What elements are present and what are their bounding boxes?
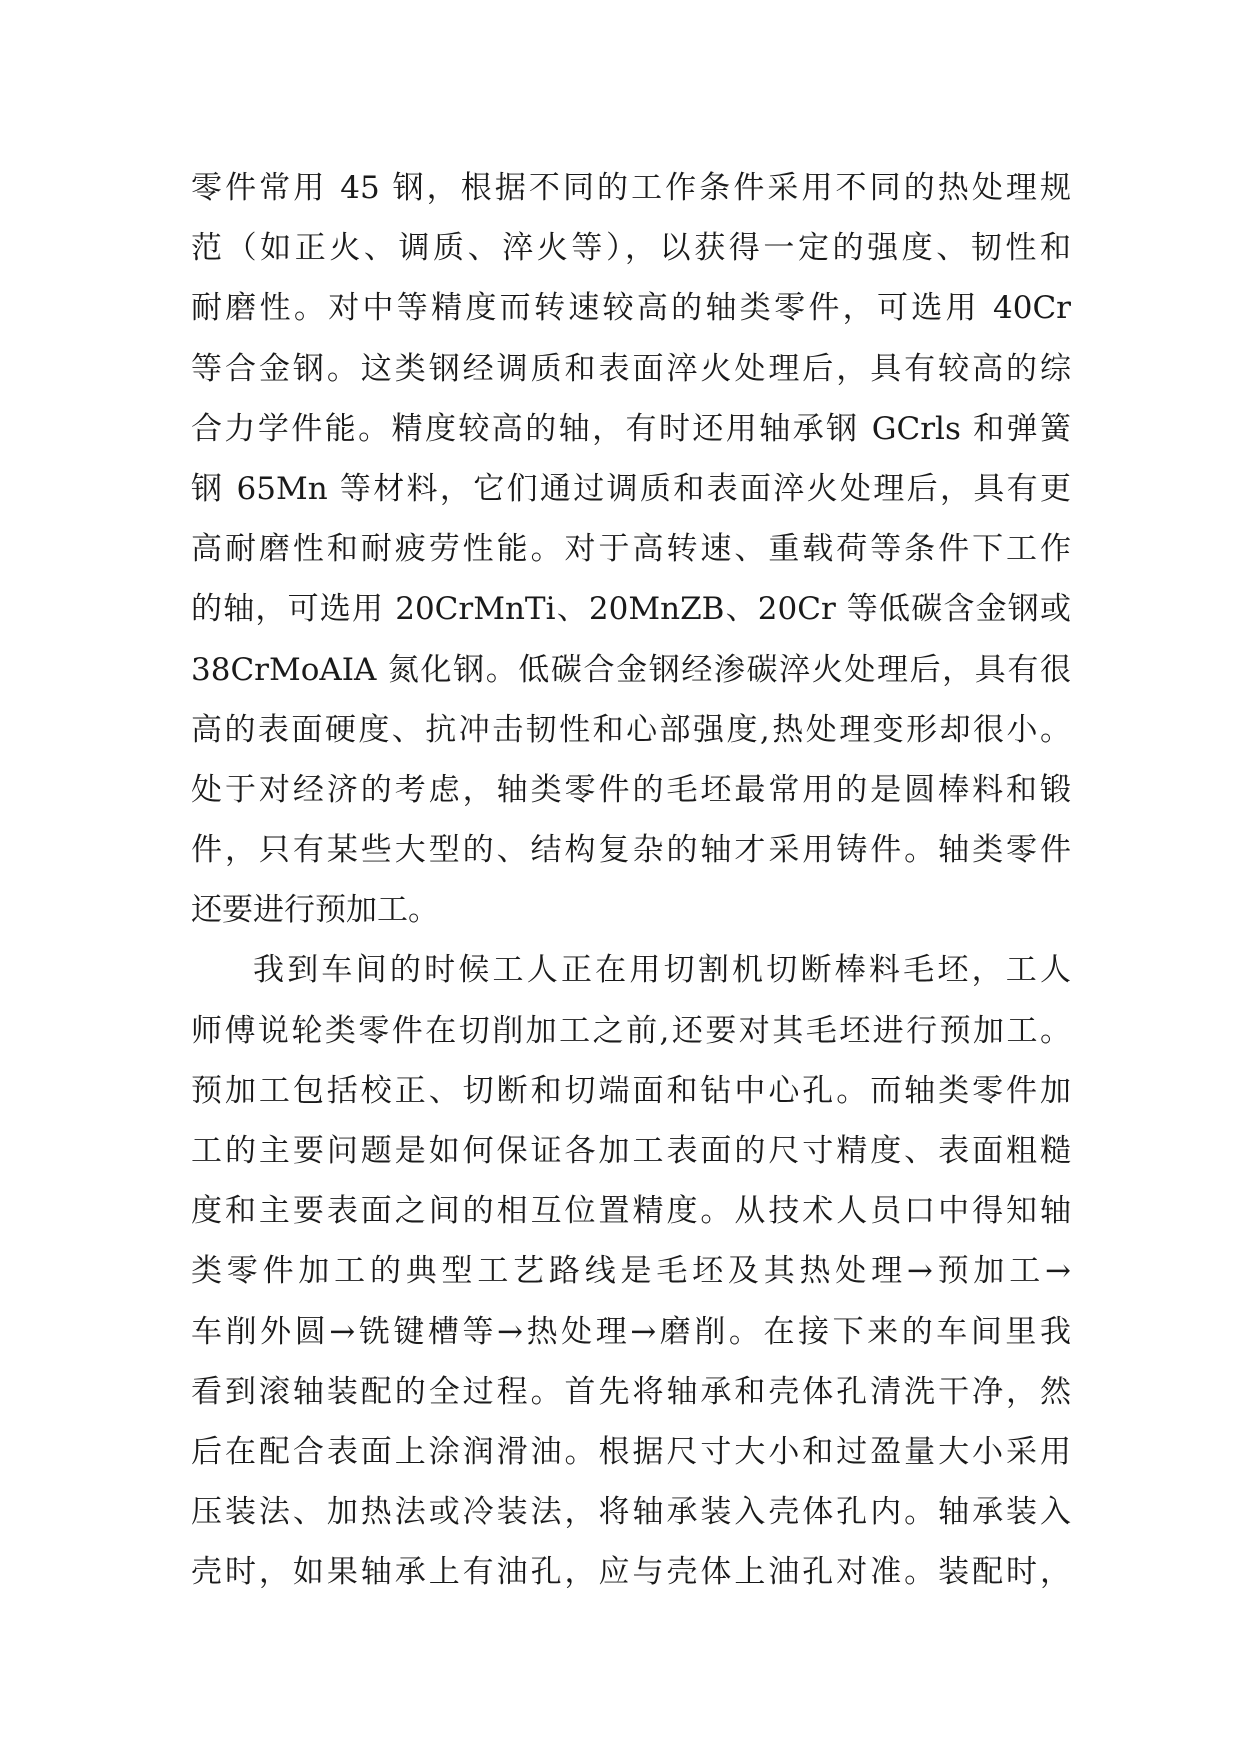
text-line: 钢 65Mn 等材料，它们通过调质和表面淬火处理后，具有更: [191, 470, 1071, 507]
text-line: 看到滚轴装配的全过程。首先将轴承和壳体孔清洗干净，然: [191, 1373, 1071, 1410]
text-line: 范（如正火、调质、淬火等），以获得一定的强度、韧性和: [191, 230, 1071, 267]
paragraph-end-line: 还要进行预加工。: [191, 892, 439, 929]
paragraph-start-line: 我到车间的时候工人正在用切割机切断棒料毛坯，工人: [253, 952, 1071, 989]
text-line: 的轴，可选用 20CrMnTi、20MnZB、20Cr 等低碳含金钢或: [191, 591, 1071, 628]
text-line: 处于对经济的考虑，轴类零件的毛坯最常用的是圆棒料和锻: [191, 771, 1071, 808]
text-line: 38CrMoAIA 氮化钢。低碳合金钢经渗碳淬火处理后，具有很: [191, 651, 1071, 688]
text-line: 壳时，如果轴承上有油孔，应与壳体上油孔对准。装配时，: [191, 1554, 1071, 1591]
text-line: 件，只有某些大型的、结构复杂的轴才采用铸件。轴类零件: [191, 832, 1071, 869]
text-line: 预加工包括校正、切断和切端面和钻中心孔。而轴类零件加: [191, 1072, 1071, 1109]
text-line: 压装法、加热法或冷装法，将轴承装入壳体孔内。轴承装入: [191, 1494, 1071, 1531]
text-line: 度和主要表面之间的相互位置精度。从技术人员口中得知轴: [191, 1193, 1071, 1230]
text-line: 高的表面硬度、抗冲击韧性和心部强度,热处理变形却很小。: [191, 711, 1071, 748]
text-line: 合力学件能。精度较高的轴，有时还用轴承钢 GCrls 和弹簧: [191, 410, 1071, 447]
text-line: 工的主要问题是如何保证各加工表面的尺寸精度、表面粗糙: [191, 1133, 1071, 1169]
text-line: 师傅说轮类零件在切削加工之前,还要对其毛坯进行预加工。: [191, 1012, 1071, 1049]
text-line: 高耐磨性和耐疲劳性能。对于高转速、重载荷等条件下工作: [191, 531, 1071, 568]
text-line: 后在配合表面上涂润滑油。根据尺寸大小和过盈量大小采用: [191, 1433, 1071, 1470]
text-line: 类零件加工的典型工艺路线是毛坯及其热处理→预加工→: [191, 1253, 1071, 1290]
text-line: 耐磨性。对中等精度而转速较高的轴类零件，可选用 40Cr: [191, 290, 1071, 327]
body-text: [191, 158, 1071, 1603]
text-line: 零件常用 45 钢，根据不同的工作条件采用不同的热处理规: [191, 170, 1071, 206]
text-line: 车削外圆→铣键槽等→热处理→磨削。在接下来的车间里我: [191, 1313, 1071, 1350]
text-line: 等合金钢。这类钢经调质和表面淬火处理后，具有较高的综: [191, 350, 1071, 387]
